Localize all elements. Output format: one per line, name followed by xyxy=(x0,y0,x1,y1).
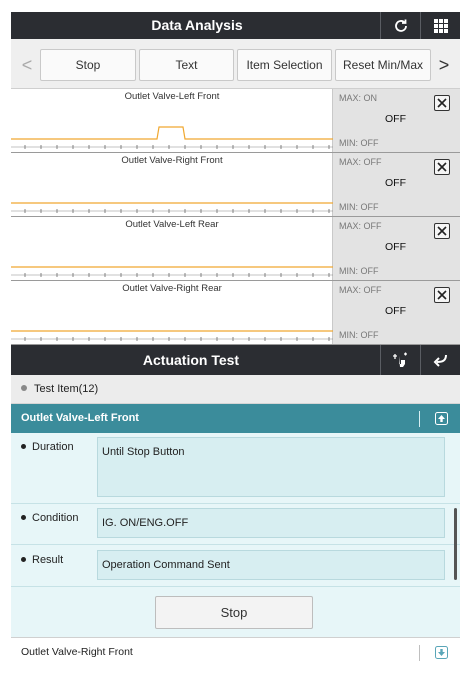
min-value: MIN: OFF xyxy=(339,138,379,148)
actuation-test-header xyxy=(11,345,460,375)
close-icon xyxy=(437,226,447,236)
actuation-title: Actuation Test xyxy=(142,352,240,368)
max-value: MAX: ON xyxy=(339,93,378,103)
separator xyxy=(11,586,460,587)
close-icon xyxy=(437,98,447,108)
graph-value-panel xyxy=(333,89,460,152)
close-icon xyxy=(437,290,447,300)
next-test-item[interactable] xyxy=(11,637,460,666)
toolbar xyxy=(11,39,460,89)
test-item-count xyxy=(11,375,460,404)
return-button[interactable] xyxy=(420,345,460,375)
separator xyxy=(11,503,460,504)
duration-value: Until Stop Button xyxy=(97,437,445,497)
divider xyxy=(419,411,420,427)
min-value: MIN: OFF xyxy=(339,330,379,340)
reset-minmax-button[interactable]: Reset Min/Max xyxy=(335,49,431,81)
current-value: OFF xyxy=(385,305,406,317)
stop-test-button[interactable]: Stop xyxy=(155,596,313,629)
graph-area xyxy=(11,153,333,216)
graph-area xyxy=(11,89,333,152)
tap-gesture-icon xyxy=(392,351,410,369)
tap-gesture-button[interactable] xyxy=(380,345,420,375)
expand-down-icon[interactable] xyxy=(435,646,448,659)
graph-area xyxy=(11,281,333,344)
close-graph-button[interactable] xyxy=(434,287,450,303)
graph-title: Outlet Valve-Left Rear xyxy=(125,219,219,230)
separator xyxy=(11,544,460,545)
min-value: MIN: OFF xyxy=(339,202,379,212)
duration-label: Duration xyxy=(21,441,74,453)
graph-row-left-front xyxy=(11,89,460,153)
signal-graph xyxy=(11,153,333,216)
graph-row-right-front xyxy=(11,153,460,217)
max-value: MAX: OFF xyxy=(339,221,382,231)
next-arrow-button[interactable]: > xyxy=(438,54,450,75)
item-selection-button[interactable]: Item Selection xyxy=(237,49,332,81)
grid-view-icon xyxy=(433,18,449,34)
condition-value: IG. ON/ENG.OFF xyxy=(97,508,445,538)
current-value: OFF xyxy=(385,177,406,189)
signal-graph xyxy=(11,281,333,344)
data-analysis-header xyxy=(11,12,460,39)
test-details-panel xyxy=(11,433,460,637)
min-value: MIN: OFF xyxy=(339,266,379,276)
selected-item-label: Outlet Valve-Left Front xyxy=(21,412,139,424)
condition-label: Condition xyxy=(21,512,78,524)
next-item-label: Outlet Valve-Right Front xyxy=(21,646,133,658)
close-graph-button[interactable] xyxy=(434,223,450,239)
graph-row-right-rear xyxy=(11,281,460,345)
stop-graph-button[interactable]: Stop xyxy=(40,49,136,81)
return-arrow-icon xyxy=(433,352,449,368)
graph-area xyxy=(11,217,333,280)
graph-value-panel xyxy=(333,153,460,216)
test-item-label: Test Item(12) xyxy=(34,383,99,395)
text-view-button[interactable]: Text xyxy=(139,49,234,81)
graph-title: Outlet Valve-Right Rear xyxy=(122,283,222,294)
refresh-button[interactable] xyxy=(380,12,420,39)
scrollbar[interactable] xyxy=(454,508,457,580)
selected-test-item[interactable] xyxy=(11,404,460,433)
page-title: Data Analysis xyxy=(151,17,243,33)
divider xyxy=(419,645,420,661)
grid-view-button[interactable] xyxy=(420,12,460,39)
graph-value-panel xyxy=(333,281,460,344)
graph-title: Outlet Valve-Left Front xyxy=(124,91,220,102)
max-value: MAX: OFF xyxy=(339,157,382,167)
signal-graph xyxy=(11,89,333,152)
refresh-icon xyxy=(393,18,409,34)
graph-row-left-rear xyxy=(11,217,460,281)
signal-graph xyxy=(11,217,333,280)
max-value: MAX: OFF xyxy=(339,285,382,295)
graph-title: Outlet Valve-Right Front xyxy=(121,155,223,166)
close-graph-button[interactable] xyxy=(434,159,450,175)
bullet-icon xyxy=(21,385,27,391)
current-value: OFF xyxy=(385,113,406,125)
prev-arrow-button[interactable]: < xyxy=(21,54,33,75)
close-icon xyxy=(437,162,447,172)
close-graph-button[interactable] xyxy=(434,95,450,111)
collapse-up-icon[interactable] xyxy=(435,412,448,425)
current-value: OFF xyxy=(385,241,406,253)
result-label: Result xyxy=(21,554,63,566)
graph-value-panel xyxy=(333,217,460,280)
result-value: Operation Command Sent xyxy=(97,550,445,580)
